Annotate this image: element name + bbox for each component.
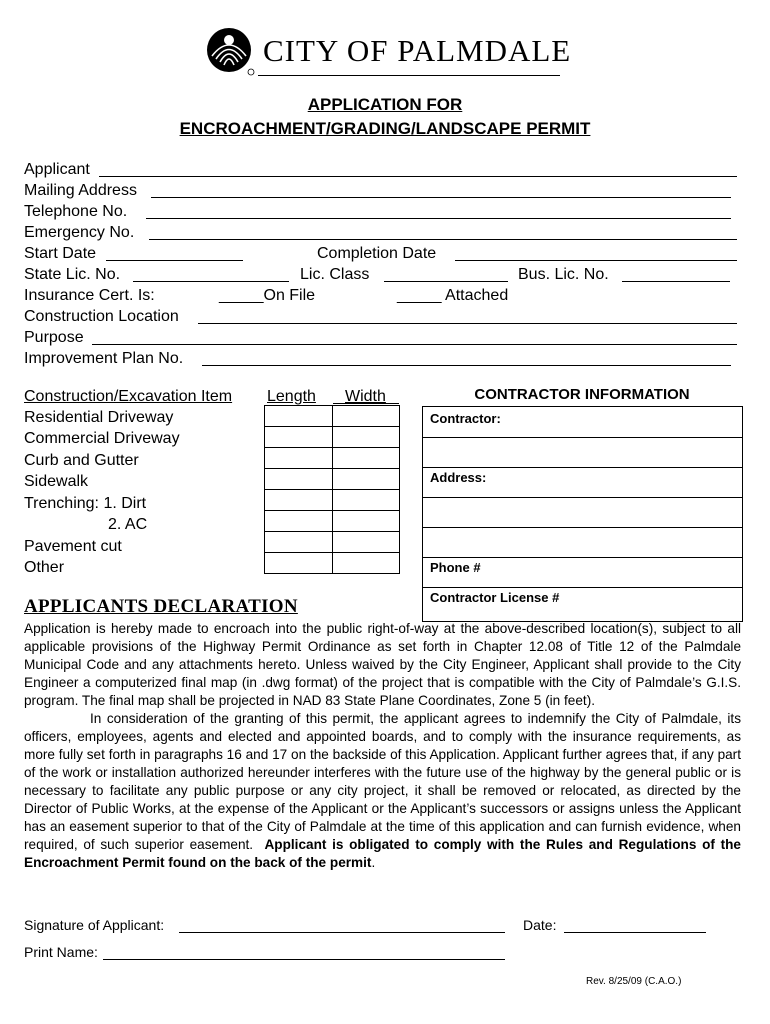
items-grid (264, 405, 400, 574)
improvement-plan-label: Improvement Plan No. (24, 350, 184, 367)
contractor-label: Contractor: (430, 411, 501, 426)
items-header-width: Width (345, 388, 386, 405)
width-cell[interactable] (333, 532, 400, 553)
emergency-label: Emergency No. (24, 224, 135, 241)
print-name-field[interactable] (103, 959, 505, 960)
license-label: Contractor License # (430, 590, 560, 605)
item-trenching-dirt: Trenching: 1. Dirt (24, 495, 147, 512)
form-title-line1: APPLICATION FOR (307, 95, 463, 114)
declaration-para1: Application is hereby made to encroach into the public right-of-way at the above-described location(s), subject to all applicable provisions of the Highway Permit Ordinance as set forth in Chapter 12.08 of Title 12 of the Palmdale Municipal Code and any attachments hereto. Unless waived by the City Engineer, Applicant shall provide to the City Engineer a computerized final map (in .dwg format) of the project that is compatible with the City of Palmdale’s G.I.S. program. The final map shall be projected in NAD 83 State Plane Coordinates, Zone 5 (in feet). (24, 621, 741, 708)
item-sidewalk: Sidewalk (24, 473, 89, 490)
address-label: Address: (430, 470, 487, 485)
emergency-field[interactable] (149, 239, 737, 240)
declaration-obligation: Applicant is obligated to comply with the Rules and Regulations of the Encroachment Permit found on the back of the permit (24, 837, 741, 870)
width-cell[interactable] (333, 553, 400, 574)
width-cell[interactable] (333, 427, 400, 448)
applicant-label: Applicant (24, 161, 90, 178)
item-pavement-cut: Pavement cut (24, 538, 122, 555)
form-title-line2: ENCROACHMENT/GRADING/LANDSCAPE PERMIT (179, 119, 591, 138)
mailing-address-field[interactable] (151, 197, 731, 198)
signature-field[interactable] (179, 932, 505, 933)
attached-option[interactable]: _____ Attached (397, 287, 509, 304)
start-date-field[interactable] (106, 260, 243, 261)
state-lic-label: State Lic. No. (24, 266, 121, 283)
start-date-label: Start Date (24, 245, 97, 262)
lic-class-field[interactable] (384, 281, 508, 282)
construction-location-field[interactable] (198, 323, 737, 324)
declaration-para2: In consideration of the granting of this permit, the applicant agrees to indemnify the City of Palmdale, its officers, employees, agents and elected and appointed boards, and to comply with the insurance requirements, as more fully set forth in paragraphs 16 and 17 on the backside of this Application. Applicant further agrees that, if any part of the work or installation authorized hereunder interferes with the future use of the highway by the general public or is necessary to facilitate any public purpose or any city project, it shall be removed or relocated, as directed by the Director of Public Works, at the expense of the Applicant or the Applicant’s successors or assigns unless the Applicant has an easement superior to that of the City of Palmdale at the time of this application and can furnish evidence, when required, of such superior easement. (24, 711, 741, 852)
declaration-title: APPLICANTS DECLARATION (24, 596, 298, 617)
width-cell[interactable] (333, 406, 400, 427)
org-name: CITY OF PALMDALE (263, 33, 572, 68)
state-lic-field[interactable] (133, 281, 289, 282)
contractor-heading: CONTRACTOR INFORMATION (474, 386, 690, 403)
signature-label: Signature of Applicant: (24, 917, 165, 933)
bus-lic-field[interactable] (622, 281, 730, 282)
width-cell[interactable] (333, 511, 400, 532)
header-rule (258, 75, 560, 76)
length-cell[interactable] (265, 511, 333, 532)
palmdale-logo-icon (202, 26, 256, 81)
revision-note: Rev. 8/25/09 (C.A.O.) (586, 976, 682, 987)
applicant-field[interactable] (99, 176, 737, 177)
width-cell[interactable] (333, 448, 400, 469)
item-other: Other (24, 559, 65, 576)
length-cell[interactable] (265, 490, 333, 511)
length-cell[interactable] (265, 532, 333, 553)
date-field[interactable] (564, 932, 706, 933)
item-commercial-driveway: Commercial Driveway (24, 430, 180, 447)
improvement-plan-field[interactable] (202, 365, 731, 366)
date-label: Date: (523, 917, 557, 933)
on-file-option[interactable]: _____On File (219, 287, 316, 304)
construction-location-label: Construction Location (24, 308, 179, 325)
bus-lic-label: Bus. Lic. No. (518, 266, 609, 283)
item-curb-gutter: Curb and Gutter (24, 452, 139, 469)
length-cell[interactable] (265, 469, 333, 490)
completion-date-label: Completion Date (317, 245, 437, 262)
declaration-text (24, 620, 741, 872)
declaration-period: . (371, 855, 376, 870)
insurance-label: Insurance Cert. Is: (24, 287, 155, 304)
length-cell[interactable] (265, 448, 333, 469)
purpose-field[interactable] (92, 344, 737, 345)
print-name-label: Print Name: (24, 944, 98, 960)
contractor-box (422, 406, 743, 622)
phone-label: Phone # (430, 560, 481, 575)
length-cell[interactable] (265, 406, 333, 427)
width-cell[interactable] (333, 490, 400, 511)
lic-class-label: Lic. Class (300, 266, 370, 283)
width-cell[interactable] (333, 469, 400, 490)
completion-date-field[interactable] (455, 260, 737, 261)
item-residential-driveway: Residential Driveway (24, 409, 174, 426)
items-header-underline (333, 403, 399, 404)
telephone-field[interactable] (146, 218, 731, 219)
items-header-item: Construction/Excavation Item (24, 388, 233, 405)
purpose-label: Purpose (24, 329, 84, 346)
length-cell[interactable] (265, 427, 333, 448)
telephone-label: Telephone No. (24, 203, 128, 220)
items-header-length: Length (267, 388, 316, 405)
mailing-address-label: Mailing Address (24, 182, 137, 199)
item-trenching-ac: 2. AC (108, 516, 148, 533)
length-cell[interactable] (265, 553, 333, 574)
